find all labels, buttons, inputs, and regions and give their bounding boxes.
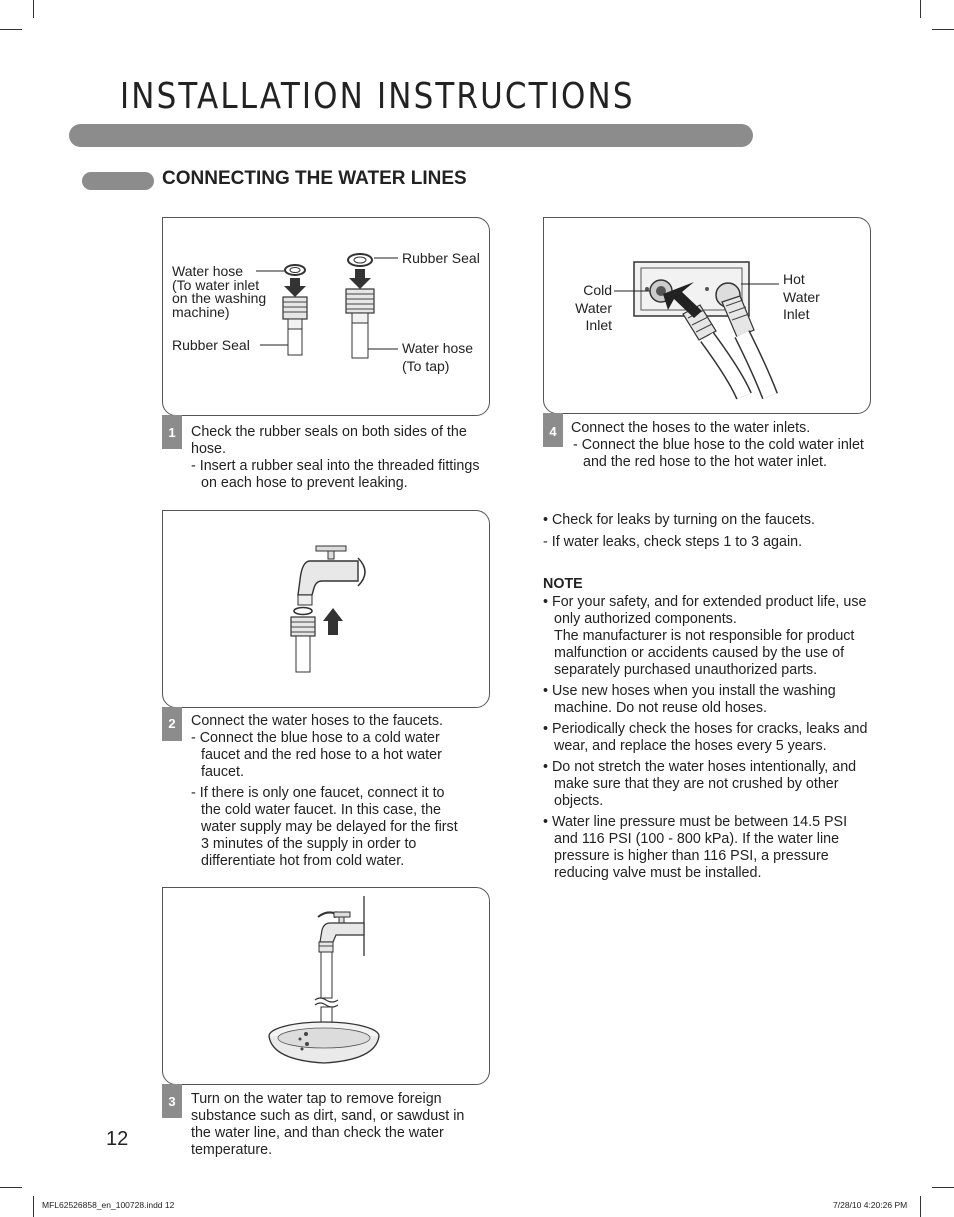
step4-text-main: Connect the hoses to the water inlets.: [571, 420, 811, 436]
check-bullet: • Check for leaks by turning on the faucets.: [543, 512, 816, 528]
step2-text-sub1: - Connect the blue hose to a cold water faucet and the red hose to a hot water faucet.: [191, 730, 442, 780]
note-heading: NOTE: [543, 576, 583, 592]
label-line: Water hose: [172, 263, 244, 279]
page-number: 12: [106, 1128, 129, 1150]
step4-number: 4: [549, 424, 557, 439]
note-item: The manufacturer is not responsible for product malfunction or accidents caused by the use of separately purchased unauthorized parts.: [554, 628, 855, 678]
step1-label-rubber-seal-right: Rubber Seal: [402, 250, 480, 266]
label-line: (To water inlet: [172, 276, 260, 293]
label-line: Inlet: [783, 306, 810, 322]
label-line: (To tap): [402, 357, 450, 374]
step4-text: [571, 420, 876, 471]
step1-text-main: Check the rubber seals on both sides of the hose.: [191, 424, 467, 457]
section-title: CONNECTING THE WATER LINES: [162, 168, 467, 189]
label-line: on the washing: [172, 290, 267, 306]
note-item: • Water line pressure must be between 14.5 PSI and 116 PSI (100 - 800 kPa). If the water line pressure is higher than 116 PSI, a pressure reducing valve must be installed.: [543, 814, 848, 881]
step1-text-sub: - Insert a rubber seal into the threaded fittings on each hose to prevent leaking.: [191, 458, 480, 491]
label-line: Water: [575, 299, 612, 316]
note-item: • Periodically check the hoses for cracks, leaks and wear, and replace the hoses every 5 years.: [543, 721, 868, 754]
note-item: • Use new hoses when you install the washing machine. Do not reuse old hoses.: [543, 683, 836, 716]
step4-text-sub: - Connect the blue hose to the cold water inlet and the red hose to the hot water inlet.: [573, 437, 864, 470]
note-item: • Do not stretch the water hoses intentionally, and make sure that they are not crushed by other objects.: [543, 759, 857, 809]
label-line: Water hose: [402, 340, 474, 356]
step2-text-sub2: - If there is only one faucet, connect it to the cold water faucet. In this case, the water supply may be delayed for the first 3 minutes of the supply in order to differentiate hot from cold water.: [191, 785, 458, 869]
check-section: [543, 512, 873, 551]
note-item: • For your safety, and for extended product life, use only authorized components.: [543, 594, 867, 627]
step1-label-rubber-seal-left: Rubber Seal: [172, 337, 250, 353]
step2-number: 2: [168, 716, 176, 731]
label-line: Cold: [583, 282, 612, 298]
step3-text-main: Turn on the water tap to remove foreign substance such as dirt, sand, or sawdust in the water line, and than check the water temperature.: [191, 1091, 465, 1158]
label-line: machine): [172, 303, 230, 320]
file-info: MFL62526858_en_100728.indd 12: [42, 1200, 175, 1210]
label-line: Hot: [783, 271, 805, 287]
step1-number: 1: [168, 425, 176, 440]
timestamp: 7/28/10 4:20:26 PM: [833, 1200, 908, 1210]
page-title: INSTALLATION INSTRUCTIONS: [120, 76, 635, 117]
note-section: [543, 576, 873, 886]
step3-number: 3: [168, 1094, 176, 1109]
step2-text-main: Connect the water hoses to the faucets.: [191, 713, 443, 729]
check-sub: - If water leaks, check steps 1 to 3 again.: [543, 534, 803, 550]
label-line: Inlet: [585, 317, 612, 333]
label-line: Water: [783, 288, 820, 305]
